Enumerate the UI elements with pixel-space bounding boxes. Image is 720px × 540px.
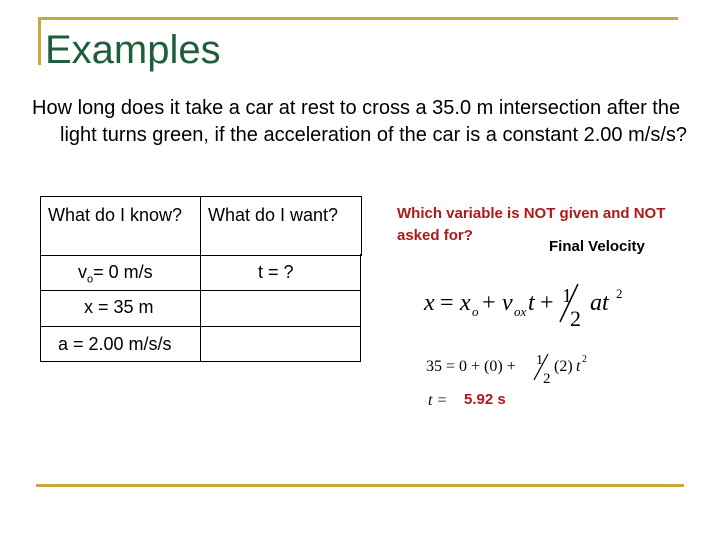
svg-text:1: 1	[536, 353, 543, 368]
want-time: t = ?	[258, 262, 294, 282]
svg-text:x: x	[460, 290, 471, 316]
svg-text:+: +	[540, 290, 554, 316]
substituted-equation-graphic	[424, 350, 604, 386]
svg-text:2: 2	[570, 306, 581, 330]
svg-text:1: 1	[562, 285, 572, 307]
footer-rule	[36, 484, 684, 487]
kinematics-equation-graphic	[420, 280, 650, 330]
slide-title: Examples	[45, 28, 221, 72]
svg-text:=: =	[440, 290, 454, 316]
header-what-do-i-know: What do I know?	[48, 205, 183, 225]
svg-text:35 = 0 + (0) +: 35 = 0 + (0) +	[426, 358, 516, 375]
kinematics-equation	[420, 280, 650, 330]
subscript-o: o	[87, 273, 94, 286]
known-acceleration: a = 2.00 m/s/s	[58, 334, 172, 354]
svg-text:2: 2	[582, 354, 587, 365]
svg-text:o: o	[472, 304, 479, 319]
svg-text:t: t	[576, 358, 581, 375]
title-rule-top	[38, 17, 678, 20]
final-velocity-answer: Final Velocity	[549, 238, 645, 255]
known-initial-velocity: $v_o= 0$ m/s	[78, 262, 153, 286]
title-rule-left	[38, 17, 41, 65]
which-variable-question: Which variable is NOT given and NOT asked for?	[397, 205, 666, 244]
substituted-equation	[424, 350, 604, 386]
svg-text:at: at	[590, 290, 609, 316]
svg-text:v: v	[502, 290, 513, 316]
svg-text:2: 2	[616, 286, 623, 301]
header-what-do-i-want: What do I want?	[208, 205, 339, 225]
problem-question: How long does it take a car at rest to cross a 35.0 m intersection after the light turns green, if the acceleration of the car is a constant 2.00 m/s/s?	[32, 97, 688, 146]
result-t-equals: t =	[428, 392, 448, 409]
result-value: 5.92 s	[464, 391, 506, 408]
svg-text:t: t	[528, 290, 535, 316]
svg-text:ox: ox	[514, 304, 527, 319]
svg-text:(2): (2)	[554, 358, 573, 375]
svg-text:+: +	[482, 290, 496, 316]
known-displacement: x = 35 m	[84, 297, 154, 317]
svg-text:x: x	[424, 290, 435, 316]
svg-text:2: 2	[543, 371, 551, 386]
